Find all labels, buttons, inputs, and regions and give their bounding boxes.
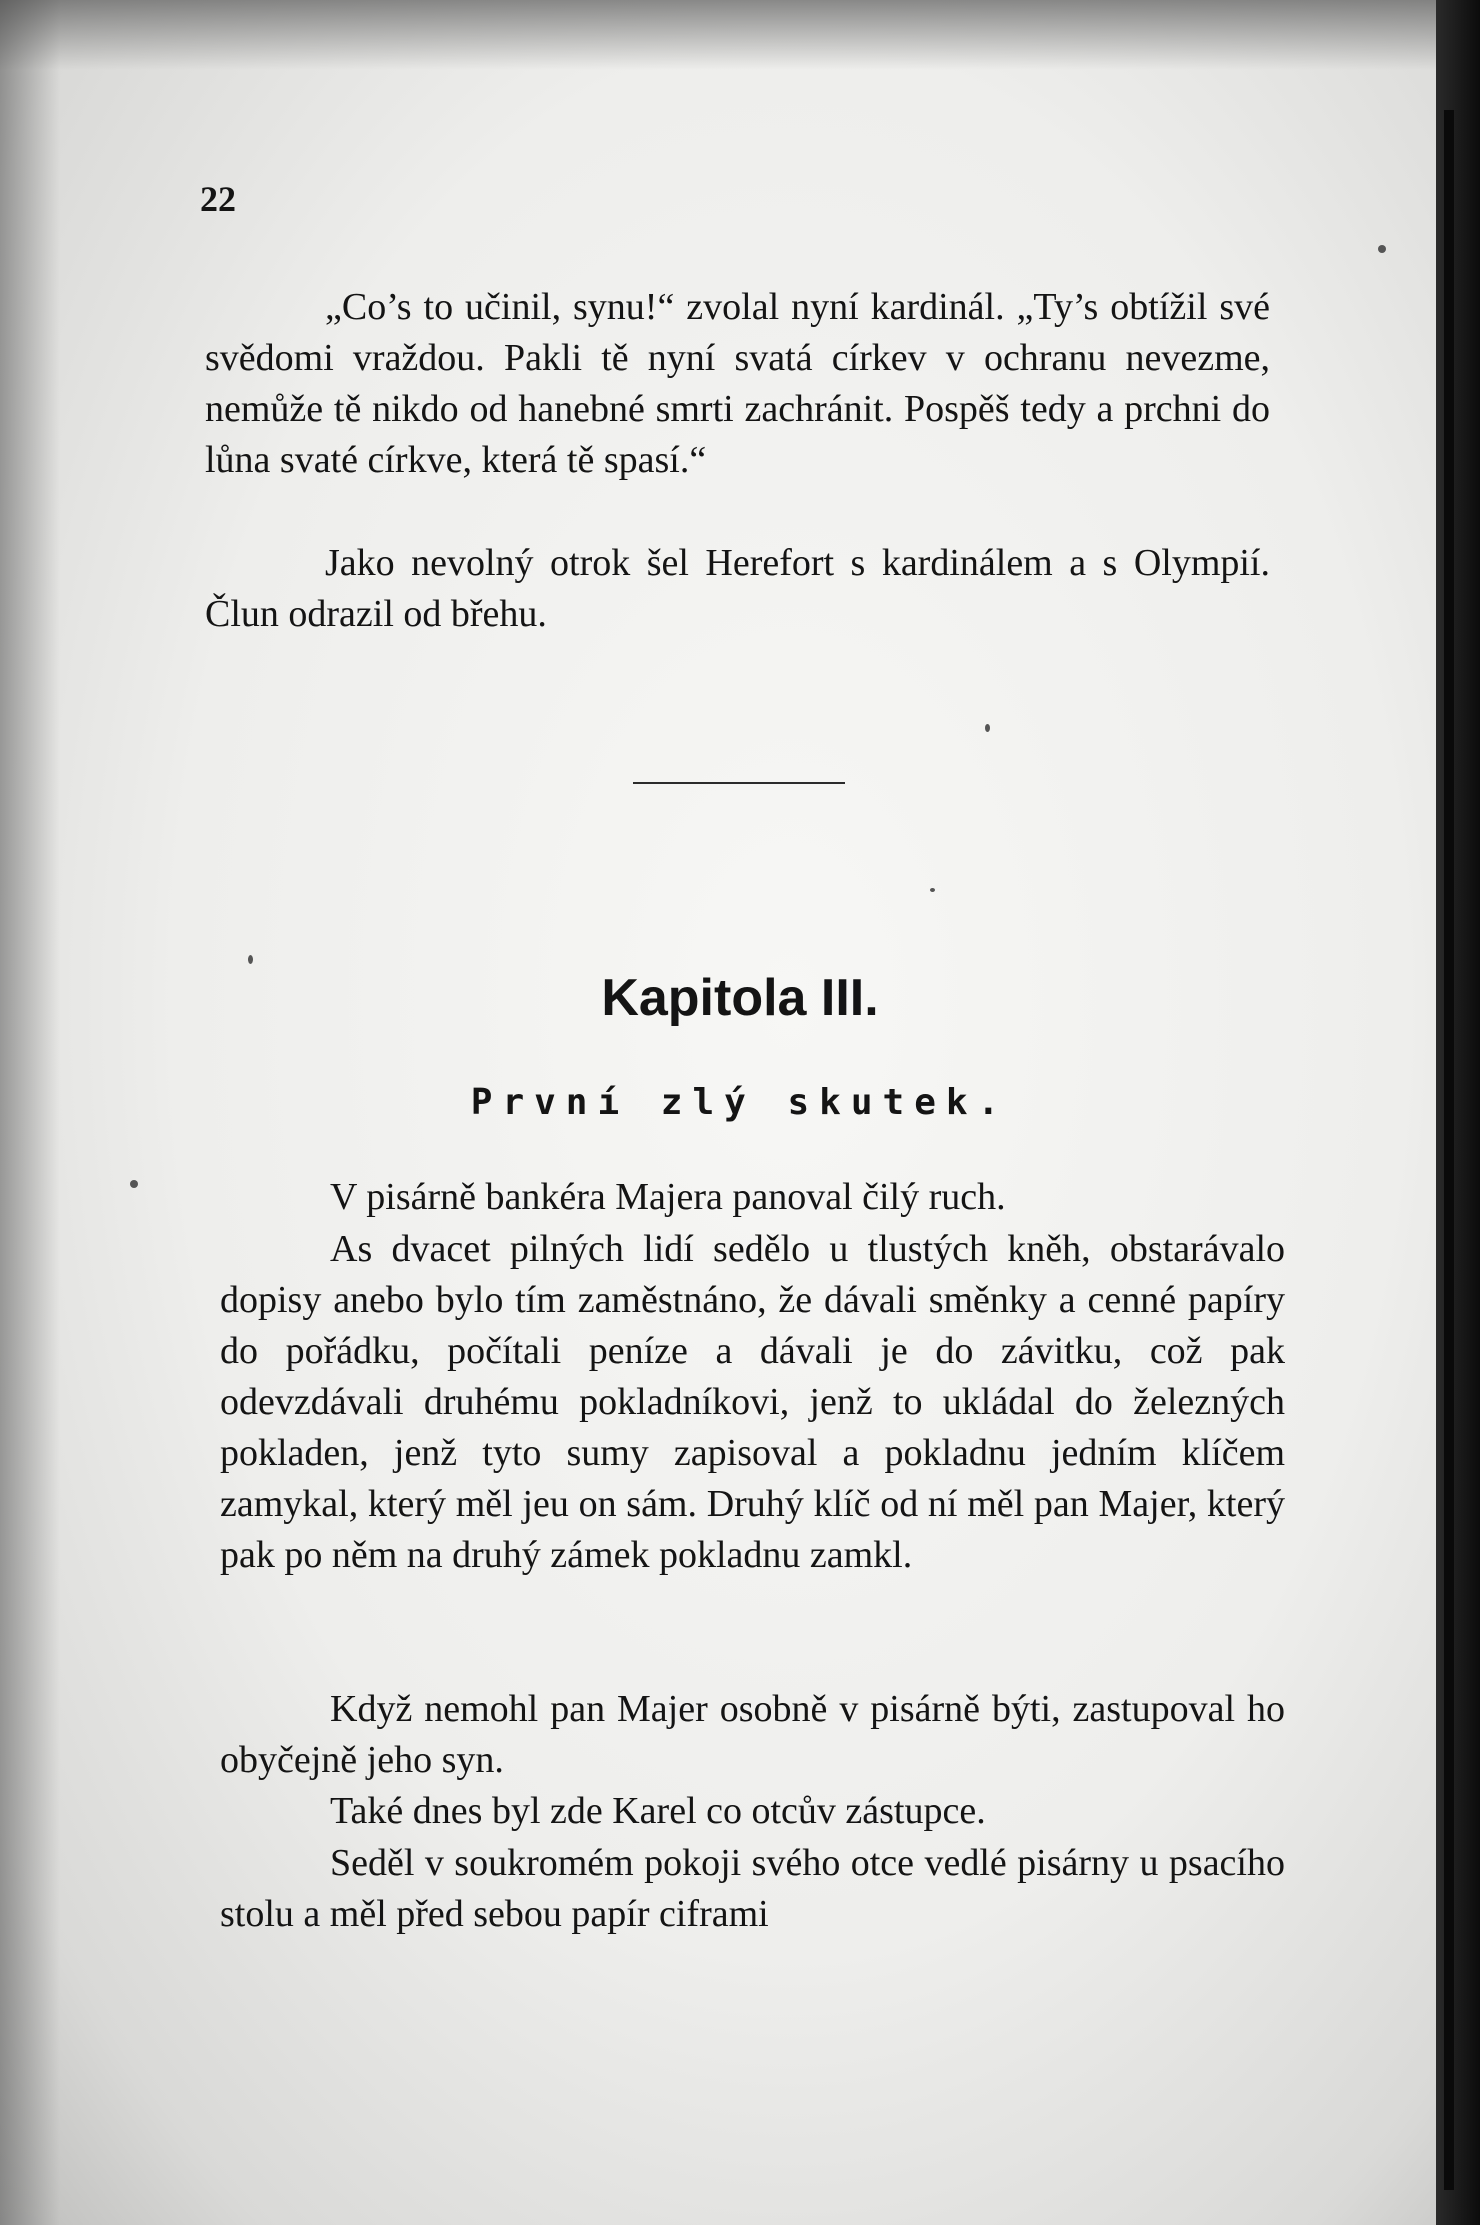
page-number: 22 xyxy=(200,179,236,219)
paper-speck xyxy=(248,955,253,964)
paragraph-karel-today: Také dnes byl zde Karel co otcův zástupce. xyxy=(330,1790,986,1832)
chapter-heading: Kapitola III. xyxy=(601,969,879,1027)
paper-speck xyxy=(130,1180,138,1188)
paragraph-boat-departure: Jako nevolný otrok šel Herefort s kardinálem a s Olympií. Člun odrazil od břehu. xyxy=(205,542,1270,635)
paragraph-son-deputy: Když nemohl pan Majer osobně v pisárně býti, zastupoval ho obyčejně jeho syn. xyxy=(220,1688,1285,1781)
paper-speck xyxy=(1378,245,1386,253)
page-top-shadow xyxy=(0,0,1436,70)
paper-speck xyxy=(985,724,990,732)
paragraph-karel-desk: Seděl v soukromém pokoji svého otce vedlé pisárny u psacího stolu a měl před sebou papír ciframi xyxy=(220,1842,1285,1935)
paragraph-office-bustle: V pisárně bankéra Majera panoval čilý ruch. xyxy=(330,1176,1006,1218)
section-divider xyxy=(633,782,845,784)
chapter-subtitle: První zlý skutek. xyxy=(470,1082,1010,1123)
paragraph-clerks: As dvacet pilných lidí sedělo u tlustých kněh, obstarávalo dopisy anebo bylo tím zaměstnáno, že dávali směnky a cenné papíry do pořádku, počítali peníze a dávali je do závitku, což pak odevzdávali druhému pokladníkovi, jenž to ukládal do železných pokladen, jenž tyto sumy zapisoval a pokladnu jedním klíčem zamykal, který měl jeu on sám. Druhý klíč od ní měl pan Majer, který pak po něm na druhý zámek pokladnu zamkl. xyxy=(220,1228,1285,1576)
book-spine xyxy=(1436,0,1480,2225)
paragraph-cardinal-speech: „Co’s to učinil, synu!“ zvolal nyní kardinál. „Ty’s obtížil své svědomi vraždou. Pakli tě nyní svatá církev v ochranu nevezme, nemůže tě nikdo od hanebné smrti zachránit. Pospěš tedy a prchni do lůna svaté církve, která tě spasí.“ xyxy=(205,286,1270,481)
spine-edge xyxy=(1444,110,1454,2190)
paper-speck xyxy=(930,888,935,892)
